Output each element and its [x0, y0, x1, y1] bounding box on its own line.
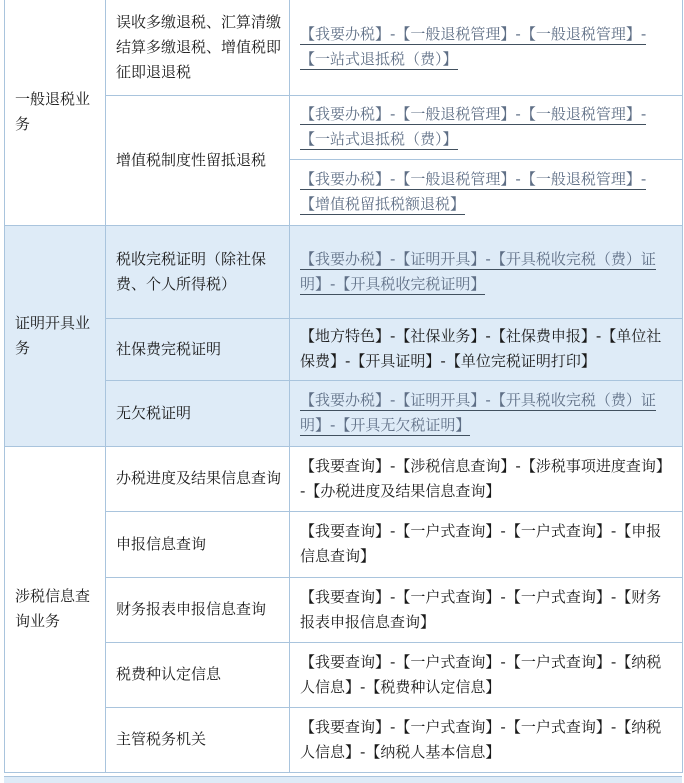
path-cell — [290, 642, 683, 707]
table-row — [5, 577, 683, 642]
path-text: 【地方特色】-【社保业务】-【社保费申报】-【单位社保费】-【开具证明】-【单位完税证明打印】 — [300, 327, 662, 370]
item-name-cell: 税费种认定信息 — [106, 642, 290, 707]
path-cell — [290, 446, 683, 511]
category-cell: 证明开具业务 — [5, 225, 106, 446]
table-row — [5, 642, 683, 707]
table-row — [5, 318, 683, 380]
path-link[interactable]: 【我要办税】-【一般退税管理】-【一般退税管理】-【一站式退抵税（费）】 — [300, 105, 647, 148]
path-link[interactable]: 【我要办税】-【证明开具】-【开具税收完税（费）证明】-【开具无欠税证明】 — [300, 391, 656, 434]
path-cell — [290, 225, 683, 318]
item-name-cell: 办税进度及结果信息查询 — [106, 446, 290, 511]
path-cell — [290, 707, 683, 772]
path-cell — [290, 511, 683, 577]
category-cell: 涉税信息查询业务 — [5, 446, 106, 772]
table-row — [5, 95, 683, 159]
table-row — [5, 380, 683, 446]
path-cell — [290, 380, 683, 446]
path-link[interactable]: 【我要办税】-【证明开具】-【开具税收完税（费）证明】-【开具税收完税证明】 — [300, 249, 656, 293]
table-row — [5, 511, 683, 577]
path-text: 【我要查询】-【一户式查询】-【一户式查询】-【申报信息查询】 — [300, 522, 662, 565]
path-text: 【我要查询】-【一户式查询】-【一户式查询】-【财务报表申报信息查询】 — [300, 587, 662, 631]
table-row — [5, 707, 683, 772]
tax-service-table — [4, 0, 683, 773]
path-cell — [290, 577, 683, 642]
item-name-cell: 财务报表申报信息查询 — [106, 577, 290, 642]
path-text: 【我要查询】-【涉税信息查询】-【涉税事项进度查询】-【办税进度及结果信息查询】 — [300, 456, 671, 500]
item-name-cell: 主管税务机关 — [106, 707, 290, 772]
item-name-cell: 申报信息查询 — [106, 511, 290, 577]
path-link[interactable]: 【我要办税】-【一般退税管理】-【一般退税管理】-【一站式退抵税（费）】 — [300, 25, 647, 69]
path-cell — [290, 95, 683, 159]
path-link[interactable]: 【我要办税】-【一般退税管理】-【一般退税管理】-【增值税留抵税额退税】 — [300, 170, 647, 213]
item-name-cell: 增值税制度性留抵退税 — [106, 95, 290, 225]
item-name-cell: 误收多缴退税、汇算清缴结算多缴退税、增值税即征即退退税 — [106, 0, 290, 95]
table-row — [5, 0, 683, 95]
category-cell: 一般退税业务 — [5, 0, 106, 225]
path-cell — [290, 0, 683, 95]
path-cell — [290, 318, 683, 380]
item-name-cell: 税收完税证明（除社保费、个人所得税） — [106, 225, 290, 318]
path-text: 【我要查询】-【一户式查询】-【一户式查询】-【纳税人信息】-【税费种认定信息】 — [300, 652, 662, 696]
path-cell — [290, 159, 683, 225]
table-row — [5, 446, 683, 511]
item-name-cell: 无欠税证明 — [106, 380, 290, 446]
item-name-cell: 社保费完税证明 — [106, 318, 290, 380]
path-text: 【我要查询】-【一户式查询】-【一户式查询】-【纳税人信息】-【纳税人基本信息】 — [300, 717, 662, 761]
table-row — [5, 225, 683, 318]
